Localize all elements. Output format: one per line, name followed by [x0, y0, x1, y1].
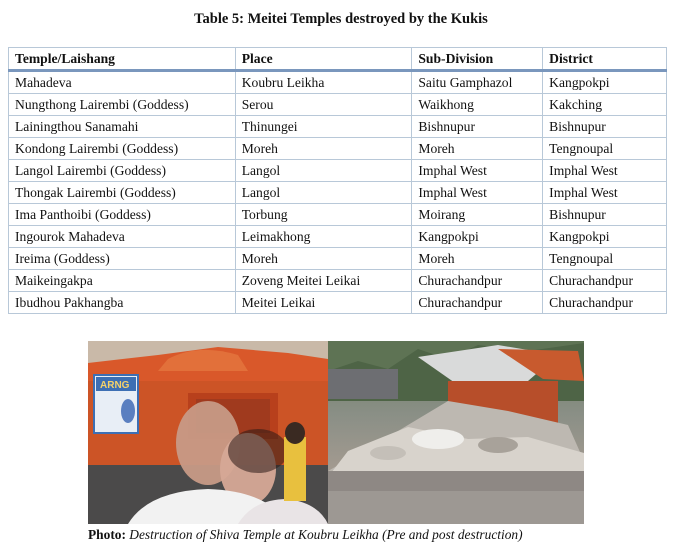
table-cell: Thongak Lairembi (Goddess)	[9, 182, 236, 204]
table-cell: Lainingthou Sanamahi	[9, 116, 236, 138]
table-row	[9, 138, 667, 160]
photo-caption	[88, 527, 608, 543]
table-cell: Thinungei	[235, 116, 412, 138]
table-cell: Nungthong Lairembi (Goddess)	[9, 94, 236, 116]
table-cell: Tengnoupal	[543, 248, 667, 270]
table-cell: Moreh	[235, 138, 412, 160]
pre-destruction-photo	[88, 341, 328, 524]
table-cell: Meitei Leikai	[235, 292, 412, 314]
table-cell: Kangpokpi	[412, 226, 543, 248]
table-cell: Moreh	[235, 248, 412, 270]
column-header: Place	[235, 48, 412, 71]
table-row	[9, 204, 667, 226]
temple-scene-illustration	[88, 341, 328, 524]
column-header: Sub-Division	[412, 48, 543, 71]
table-row	[9, 116, 667, 138]
table-cell: Ibudhou Pakhangba	[9, 292, 236, 314]
temple-sign-text: ARNG	[100, 380, 130, 391]
table-cell: Maikeingakpa	[9, 270, 236, 292]
caption-text: Destruction of Shiva Temple at Koubru Leikha (Pre and post destruction)	[129, 527, 523, 542]
rubble-scene-illustration	[328, 341, 584, 524]
post-destruction-photo	[328, 341, 584, 524]
table-cell: Ireima (Goddess)	[9, 248, 236, 270]
table-cell: Churachandpur	[412, 292, 543, 314]
table-row	[9, 94, 667, 116]
table-row	[9, 160, 667, 182]
table-title: Table 5: Meitei Temples destroyed by the Kukis	[194, 11, 488, 27]
table-cell: Ingourok Mahadeva	[9, 226, 236, 248]
table-cell: Moreh	[412, 138, 543, 160]
table-cell: Kakching	[543, 94, 667, 116]
table-cell: Moirang	[412, 204, 543, 226]
table-cell: Bishnupur	[543, 116, 667, 138]
table-cell: Waikhong	[412, 94, 543, 116]
table-cell: Imphal West	[412, 160, 543, 182]
table-row	[9, 182, 667, 204]
table-cell: Imphal West	[543, 160, 667, 182]
table-cell: Churachandpur	[412, 270, 543, 292]
table-cell: Langol	[235, 160, 412, 182]
table-cell: Leimakhong	[235, 226, 412, 248]
table-header-row	[9, 48, 667, 71]
table-cell: Langol	[235, 182, 412, 204]
table-cell: Tengnoupal	[543, 138, 667, 160]
table-row	[9, 248, 667, 270]
table-cell: Torbung	[235, 204, 412, 226]
table-cell: Saitu Gamphazol	[412, 71, 543, 94]
column-header: District	[543, 48, 667, 71]
table-cell: Kondong Lairembi (Goddess)	[9, 138, 236, 160]
table-row	[9, 71, 667, 94]
table-body	[9, 71, 667, 314]
table-cell: Koubru Leikha	[235, 71, 412, 94]
table-row	[9, 226, 667, 248]
temples-table	[8, 47, 667, 314]
table-cell: Bishnupur	[543, 204, 667, 226]
table-cell: Serou	[235, 94, 412, 116]
table-cell: Kangpokpi	[543, 71, 667, 94]
table-cell: Imphal West	[412, 182, 543, 204]
table-row	[9, 292, 667, 314]
table-row	[9, 270, 667, 292]
table-cell: Churachandpur	[543, 270, 667, 292]
table-cell: Zoveng Meitei Leikai	[235, 270, 412, 292]
table-cell: Bishnupur	[412, 116, 543, 138]
table-cell: Langol Lairembi (Goddess)	[9, 160, 236, 182]
caption-label: Photo:	[88, 527, 126, 542]
temple-photo	[88, 341, 584, 524]
table-cell: Kangpokpi	[543, 226, 667, 248]
column-header: Temple/Laishang	[9, 48, 236, 71]
table-cell: Moreh	[412, 248, 543, 270]
table-cell: Imphal West	[543, 182, 667, 204]
table-cell: Ima Panthoibi (Goddess)	[9, 204, 236, 226]
table-cell: Mahadeva	[9, 71, 236, 94]
table-cell: Churachandpur	[543, 292, 667, 314]
